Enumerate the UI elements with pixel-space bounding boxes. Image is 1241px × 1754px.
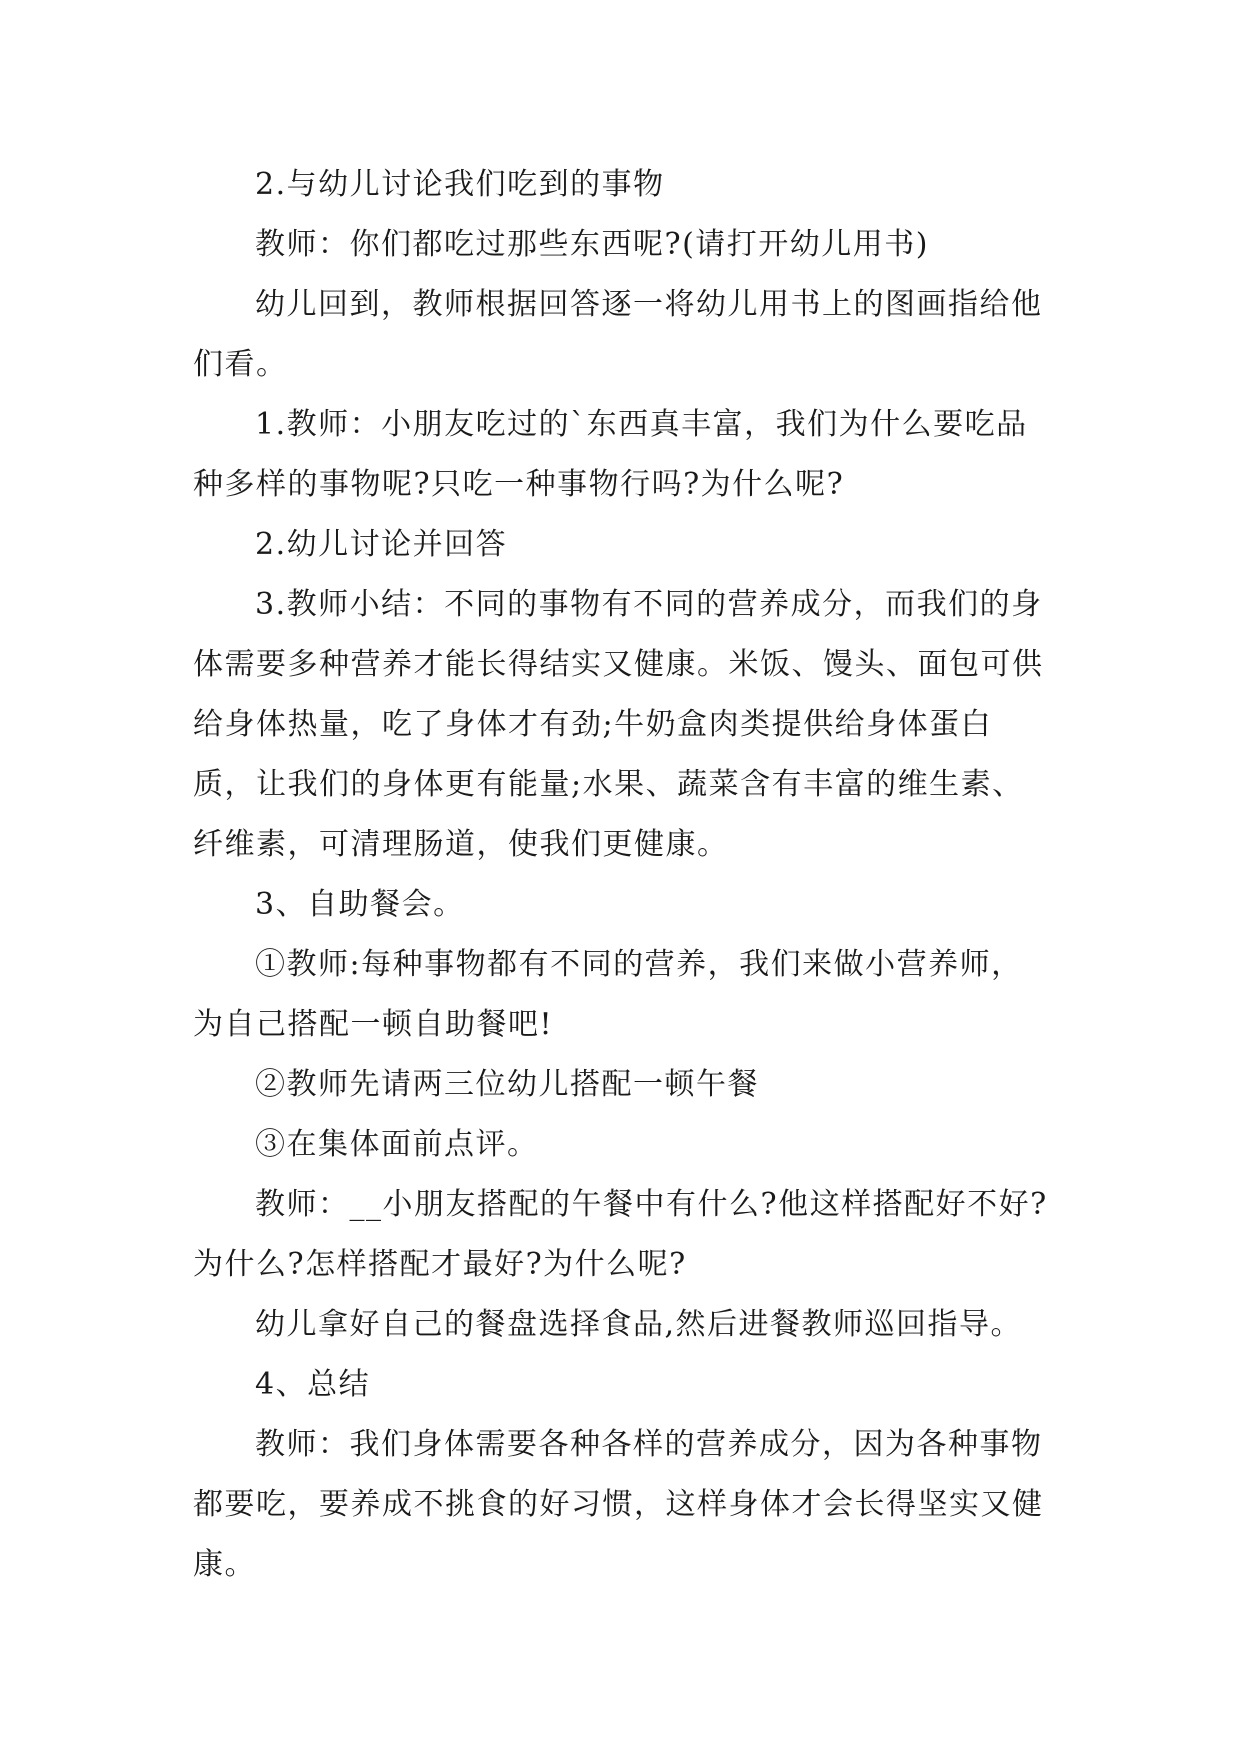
paragraph: 1.教师：小朋友吃过的`东西真丰富，我们为什么要吃品种多样的事物呢?只吃一种事物行吗?为什么呢? <box>193 407 1028 502</box>
document-body <box>193 155 1053 1595</box>
paragraph: 3、自助餐会。 <box>255 887 465 922</box>
paragraph: 3.教师小结：不同的事物有不同的营养成分，而我们的身体需要多种营养才能长得结实又健康。米饭、馒头、面包可供给身体热量，吃了身体才有劲;牛奶盒肉类提供给身体蛋白质，让我们的身体更有能量;水果、蔬菜含有丰富的维生素、纤维素，可清理肠道，使我们更健康。 <box>193 587 1044 862</box>
paragraph: 教师：你们都吃过那些东西呢?(请打开幼儿用书) <box>255 227 929 262</box>
paragraph: 教师：我们身体需要各种各样的营养成分，因为各种事物都要吃，要养成不挑食的好习惯，这样身体才会长得坚实又健康。 <box>193 1427 1044 1582</box>
paragraph: 教师：__小朋友搭配的午餐中有什么?他这样搭配好不好?为什么?怎样搭配才最好?为什么呢? <box>193 1187 1048 1282</box>
paragraph: ②教师先请两三位幼儿搭配一顿午餐 <box>255 1067 759 1102</box>
paragraph: 4、总结 <box>255 1367 371 1402</box>
paragraph: 幼儿拿好自己的餐盘选择食品,然后进餐教师巡回指导。 <box>255 1307 1023 1342</box>
paragraph: ①教师:每种事物都有不同的营养，我们来做小营养师，为自己搭配一顿自助餐吧! <box>193 947 1023 1042</box>
paragraph: ③在集体面前点评。 <box>255 1127 539 1162</box>
paragraph: 幼儿回到，教师根据回答逐一将幼儿用书上的图画指给他们看。 <box>193 287 1043 382</box>
paragraph: 2.与幼儿讨论我们吃到的事物 <box>255 167 665 202</box>
paragraph: 2.幼儿讨论并回答 <box>255 527 508 562</box>
